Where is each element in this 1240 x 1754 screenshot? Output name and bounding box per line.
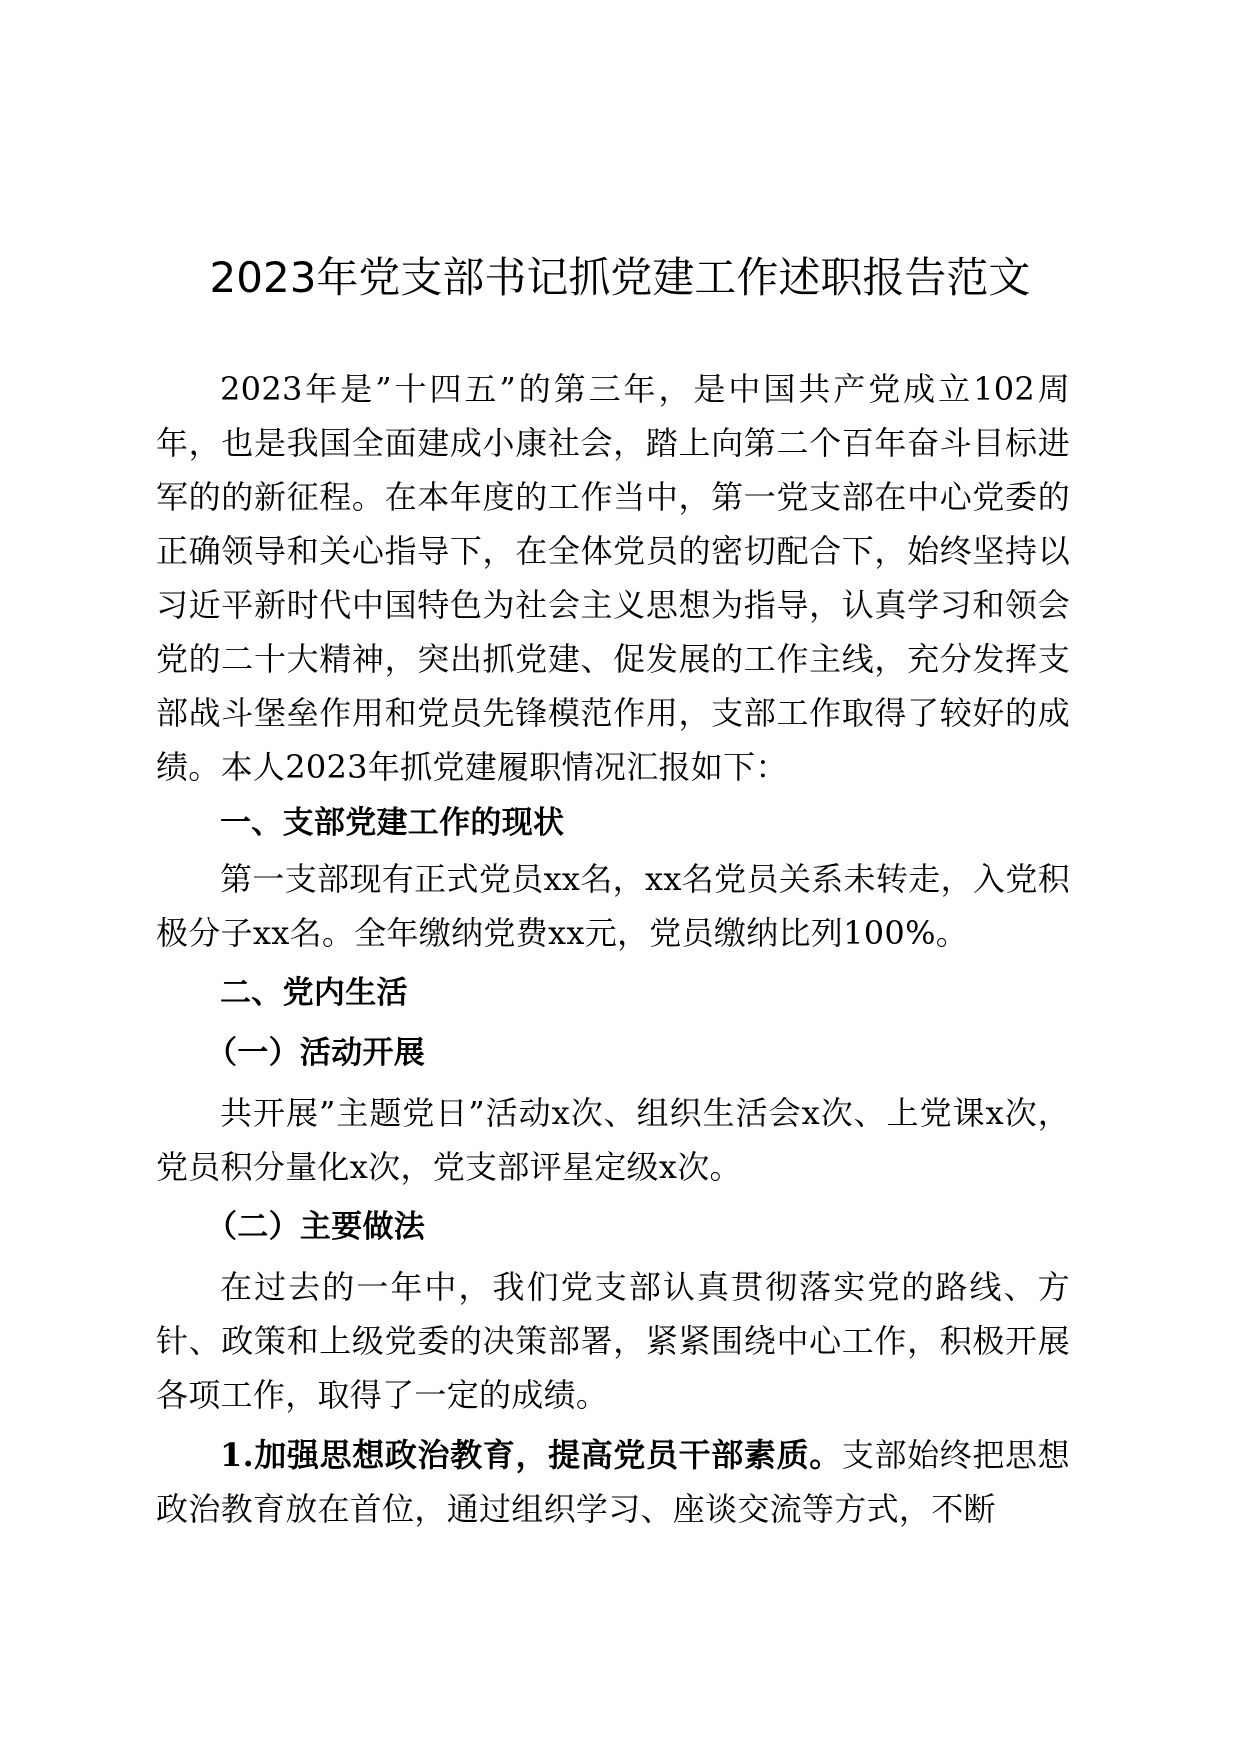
practice-item-1-text: 支部始终把思想政治教育放在首位，通过组织学习、座谈交流等方式，不断: [156, 1436, 1070, 1528]
subsection-heading-activities: （一）活动开展: [206, 1035, 426, 1071]
practice-item-1-lead: 1.加强思想政治教育，提高党员干部素质。: [220, 1436, 842, 1474]
intro-paragraph: 2023年是”十四五”的第三年，是中国共产党成立102周年，也是我国全面建成小康社会，踏上向第二个百年奋斗目标进军的的新征程。在本年度的工作当中，第一党支部在中心党委的正确领导和关心指导下，在全体党员的密切配合下，始终坚持以习近平新时代中国特色为社会主义思想为指导，认真学习和领会党的二十大精神，突出抓党建、促发展的工作主线，充分发挥支部战斗堡垒作用和党员先锋模范作用，支部工作取得了较好的成绩。本人2023年抓党建履职情况汇报如下：: [156, 370, 1070, 786]
document-body: [156, 362, 1070, 1536]
document-title: 2023年党支部书记抓党建工作述职报告范文: [209, 253, 1031, 302]
section-heading-status: 一、支部党建工作的现状: [220, 805, 565, 841]
activities-paragraph: 共开展”主题党日”活动x次、组织生活会x次、上党课x次，党员积分量化x次，党支部评星定级x次。: [156, 1094, 1070, 1186]
subsection-heading-practices: （二）主要做法: [206, 1209, 426, 1245]
section-status-paragraph: 第一支部现有正式党员xx名，xx名党员关系未转走，入党积极分子xx名。全年缴纳党费xx元，党员缴纳比列100%。: [156, 860, 1070, 952]
section-heading-party-life: 二、党内生活: [220, 975, 408, 1011]
practice-item-1: [156, 1428, 1070, 1536]
practices-paragraph: 在过去的一年中，我们党支部认真贯彻落实党的路线、方针、政策和上级党委的决策部署，紧紧围绕中心工作，积极开展各项工作，取得了一定的成绩。: [156, 1268, 1070, 1414]
